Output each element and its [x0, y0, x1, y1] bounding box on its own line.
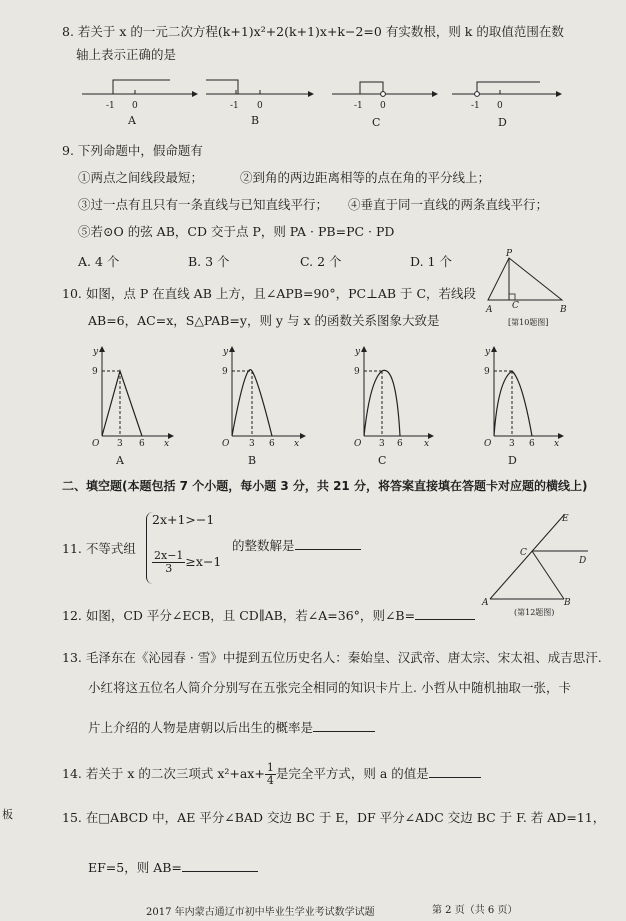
q8-line-2: 轴上表示正确的是 [76, 47, 177, 62]
q11-suffix: 的整数解是 [232, 538, 295, 553]
q10-b-origin: O [222, 439, 230, 449]
q13-line-1: 13. 毛泽东在《沁园春 · 雪》中提到五位历史名人：秦始皇、汉武帝、唐太宗、宋太祖、成吉思汗. [62, 650, 602, 665]
q10-b-three: 3 [249, 439, 255, 449]
q10-a-origin: O [92, 439, 100, 449]
q8-option-b-number-line [206, 80, 314, 127]
q10-b-nine: 9 [222, 367, 228, 377]
q12-answer-blank[interactable] [415, 606, 475, 620]
q9-statement-1: ①两点之间线段最短； [78, 170, 204, 185]
q10-d-x-label: x [554, 439, 560, 449]
left-margin-text: 板 [2, 808, 13, 821]
q8-a-tick-minus1: -1 [106, 101, 115, 111]
q10-c-y-label: y [355, 347, 361, 357]
q8-option-c-number-line [332, 82, 438, 129]
q11-inequality-2 [152, 550, 221, 575]
q10-fig-label-p: P [506, 249, 513, 259]
q9-stem: 9. 下列命题中，假命题有 [62, 143, 203, 158]
q10-graph-a [92, 346, 174, 467]
q9-statement-4: ④垂直于同一直线的两条直线平行； [348, 197, 549, 212]
footer-page-number: 第 2 页（共 6 页） [432, 905, 518, 916]
q8-option-b-label[interactable]: B [251, 114, 260, 127]
q10-line-1: 10. 如图，点 P 在直线 AB 上方，且∠APB=90°，PC⊥AB 于 C，若线段 [62, 286, 477, 301]
q10-c-x-label: x [424, 439, 430, 449]
q11-inequality-2-rest: ≥x−1 [185, 554, 222, 569]
q9-option-a[interactable]: A. 4 个 [78, 254, 120, 269]
q10-figure-caption: [第10题图] [508, 318, 549, 327]
q10-a-nine: 9 [92, 367, 98, 377]
q10-a-y-label: y [93, 347, 99, 357]
q12-figure-caption: (第12题图) [514, 608, 555, 617]
q13-line-3: 片上介绍的人物是唐朝以后出生的概率是 [88, 720, 314, 735]
q10-d-three: 3 [509, 439, 515, 449]
q12-fig-label-e: E [562, 514, 569, 524]
q10-d-origin: O [484, 439, 492, 449]
q8-option-d-number-line [452, 82, 562, 129]
q10-b-x-label: x [294, 439, 300, 449]
q14-line [62, 762, 481, 787]
q10-d-y-label: y [485, 347, 491, 357]
q11-inequality-1: 2x+1>−1 [152, 512, 215, 527]
q10-c-origin: O [354, 439, 362, 449]
q12-figure [482, 513, 602, 618]
q11-answer-blank[interactable] [295, 536, 361, 550]
q10-d-six: 6 [529, 439, 535, 449]
q14-suffix: 是完全平方式，则 a 的值是 [275, 766, 429, 781]
q14-fraction-numerator: 1 [266, 761, 274, 774]
q10-c-six: 6 [397, 439, 403, 449]
q10-a-three: 3 [117, 439, 123, 449]
q10-c-three: 3 [379, 439, 385, 449]
q10-a-six: 6 [139, 439, 145, 449]
q8-c-tick-0: 0 [380, 101, 386, 111]
q14-answer-blank[interactable] [429, 764, 481, 778]
q10-d-nine: 9 [484, 367, 490, 377]
q8-option-a-label[interactable]: A [128, 114, 136, 127]
q9-statement-3: ③过一点有且只有一条直线与已知直线平行； [78, 197, 329, 212]
q15-line-2: EF=5，则 AB= [88, 860, 182, 875]
q10-line-2: AB=6，AC=x，S△PAB=y，则 y 与 x 的函数关系图象大致是 [88, 313, 440, 328]
q11-suffix-line [232, 536, 361, 554]
q10-option-d-label[interactable]: D [508, 454, 517, 467]
q13-answer-blank[interactable] [313, 718, 375, 732]
q9-option-c[interactable]: C. 2 个 [300, 254, 342, 269]
q9-option-d[interactable]: D. 1 个 [410, 254, 452, 269]
footer-title: 2017 年内蒙古通辽市初中毕业生学业考试数学试题 [146, 907, 375, 918]
q8-option-c-label[interactable]: C [372, 116, 381, 129]
q10-option-a-label[interactable]: A [116, 454, 124, 467]
q15-answer-blank[interactable] [182, 858, 258, 872]
q8-line-1: 8. 若关于 x 的一元二次方程(k+1)x²+2(k+1)x+k−2=0 有实数根，则 k 的取值范围在数 [62, 24, 564, 39]
q10-fig-label-a: A [486, 305, 493, 315]
q14-prefix: 14. 若关于 x 的二次三项式 x²+ax+ [62, 766, 265, 781]
q12-fig-label-c: C [520, 548, 527, 558]
q9-option-b[interactable]: B. 3 个 [188, 254, 230, 269]
q15-line-1: 15. 在□ABCD 中，AE 平分∠BAD 交边 BC 于 E，DF 平分∠ADC 交边 BC 于 F. 若 AD=11， [62, 810, 606, 825]
q12-line [62, 606, 475, 624]
q11-fraction-denominator: 3 [165, 562, 173, 575]
q15-line-2-wrap [88, 858, 258, 876]
q10-fig-label-b: B [560, 305, 567, 315]
q8-option-d-label[interactable]: D [498, 116, 507, 129]
q12-fig-label-a: A [482, 598, 489, 608]
q14-fraction-denominator: 4 [266, 774, 274, 787]
q9-statement-2: ②到角的两边距离相等的点在角的平分线上； [240, 170, 491, 185]
q13-line-2: 小红将这五位名人简介分别写在五张完全相同的知识卡片上. 小哲从中随机抽取一张，卡 [88, 680, 571, 695]
section-2-heading: 二、填空题(本题包括 7 个小题，每小题 3 分，共 21 分，将答案直接填在答题卡对应题的横线上) [62, 479, 588, 493]
q8-b-tick-minus1: -1 [230, 101, 239, 111]
q10-figure [482, 250, 592, 330]
q8-c-tick-minus1: -1 [354, 101, 363, 111]
q12-fig-label-b: B [564, 598, 571, 608]
q10-graph-d [484, 346, 564, 467]
q8-d-tick-minus1: -1 [471, 101, 480, 111]
q9-statement-5: ⑤若⊙O 的弦 AB，CD 交于点 P，则 PA · PB=PC · PD [78, 224, 395, 239]
q13-line-3-wrap [88, 718, 375, 736]
q8-b-tick-0: 0 [257, 101, 263, 111]
q12-text: 12. 如图，CD 平分∠ECB，且 CD∥AB，若∠A=36°，则∠B= [62, 608, 416, 623]
q8-a-tick-0: 0 [132, 101, 138, 111]
q10-graph-c [354, 346, 434, 467]
q11-prefix: 11. 不等式组 [62, 541, 136, 556]
q11-fraction-numerator: 2x−1 [154, 549, 184, 562]
q10-b-y-label: y [223, 347, 229, 357]
q10-option-c-label[interactable]: C [378, 454, 387, 467]
q10-option-graphs [0, 340, 626, 470]
q10-c-nine: 9 [354, 367, 360, 377]
q10-a-x-label: x [164, 439, 170, 449]
q12-fig-label-d: D [579, 556, 587, 566]
q8-option-a-number-line [82, 80, 198, 127]
q10-b-six: 6 [269, 439, 275, 449]
q14-fraction [265, 762, 276, 787]
q10-graph-b [222, 346, 306, 467]
q11-fraction [152, 550, 185, 575]
q10-option-b-label[interactable]: B [248, 454, 257, 467]
q8-d-tick-0: 0 [497, 101, 503, 111]
q10-fig-label-c: C [512, 301, 519, 311]
